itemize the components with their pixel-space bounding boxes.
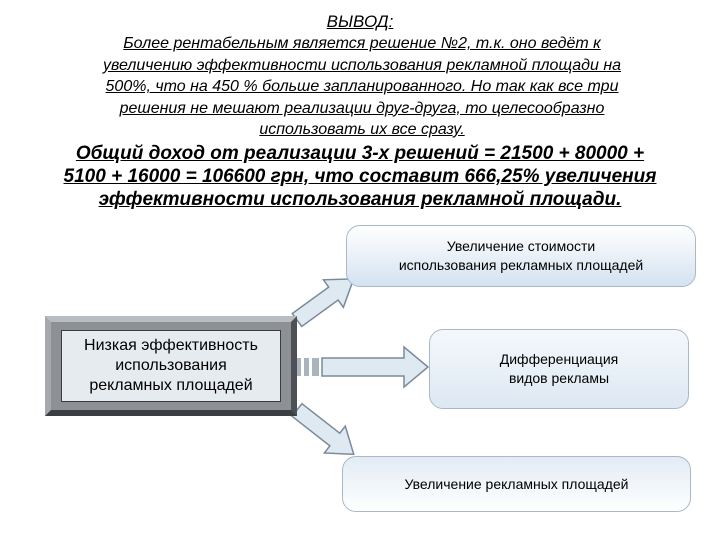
source-line: рекламных площадей xyxy=(89,377,253,394)
summary-line: эффективности использования рекламной площади. xyxy=(98,189,622,210)
summary-line: 5100 + 16000 = 106600 грн, что составит 666,25% увеличения xyxy=(63,166,657,187)
target-box-area-increase xyxy=(342,456,691,512)
target-line: Увеличение рекламных площадей xyxy=(404,475,629,492)
target-line: Увеличение стоимости xyxy=(446,238,596,254)
target-box-differentiation xyxy=(429,329,689,409)
target-box-cost-increase xyxy=(346,225,696,287)
paragraph-line: Более рентабельным является решение №2, т.к. оно ведёт к xyxy=(123,35,601,52)
target-line: использования рекламных площадей xyxy=(398,257,644,273)
arrow-right-icon xyxy=(297,347,428,387)
source-line: использования xyxy=(115,357,227,374)
paragraph-line: использовать их все сразу. xyxy=(259,121,465,138)
source-box-face xyxy=(61,330,281,402)
source-box xyxy=(45,316,297,416)
source-line: Низкая эффективность xyxy=(84,337,258,354)
paragraph-line: увеличению эффективности использования рекламной площади на xyxy=(102,56,622,74)
paragraph-line: решения не мешают реализации друг-друга, то целесообразно xyxy=(119,99,605,117)
summary-line: Общий доход от реализации 3-х решений = 21500 + 80000 + xyxy=(75,143,645,164)
target-line: Дифференциация xyxy=(499,351,619,367)
paragraph-line: 500%, что на 450 % больше запланированного. Но так как все три xyxy=(105,78,619,95)
target-line: видов рекламы xyxy=(508,370,610,386)
conclusion-heading: ВЫВОД: xyxy=(326,12,394,31)
